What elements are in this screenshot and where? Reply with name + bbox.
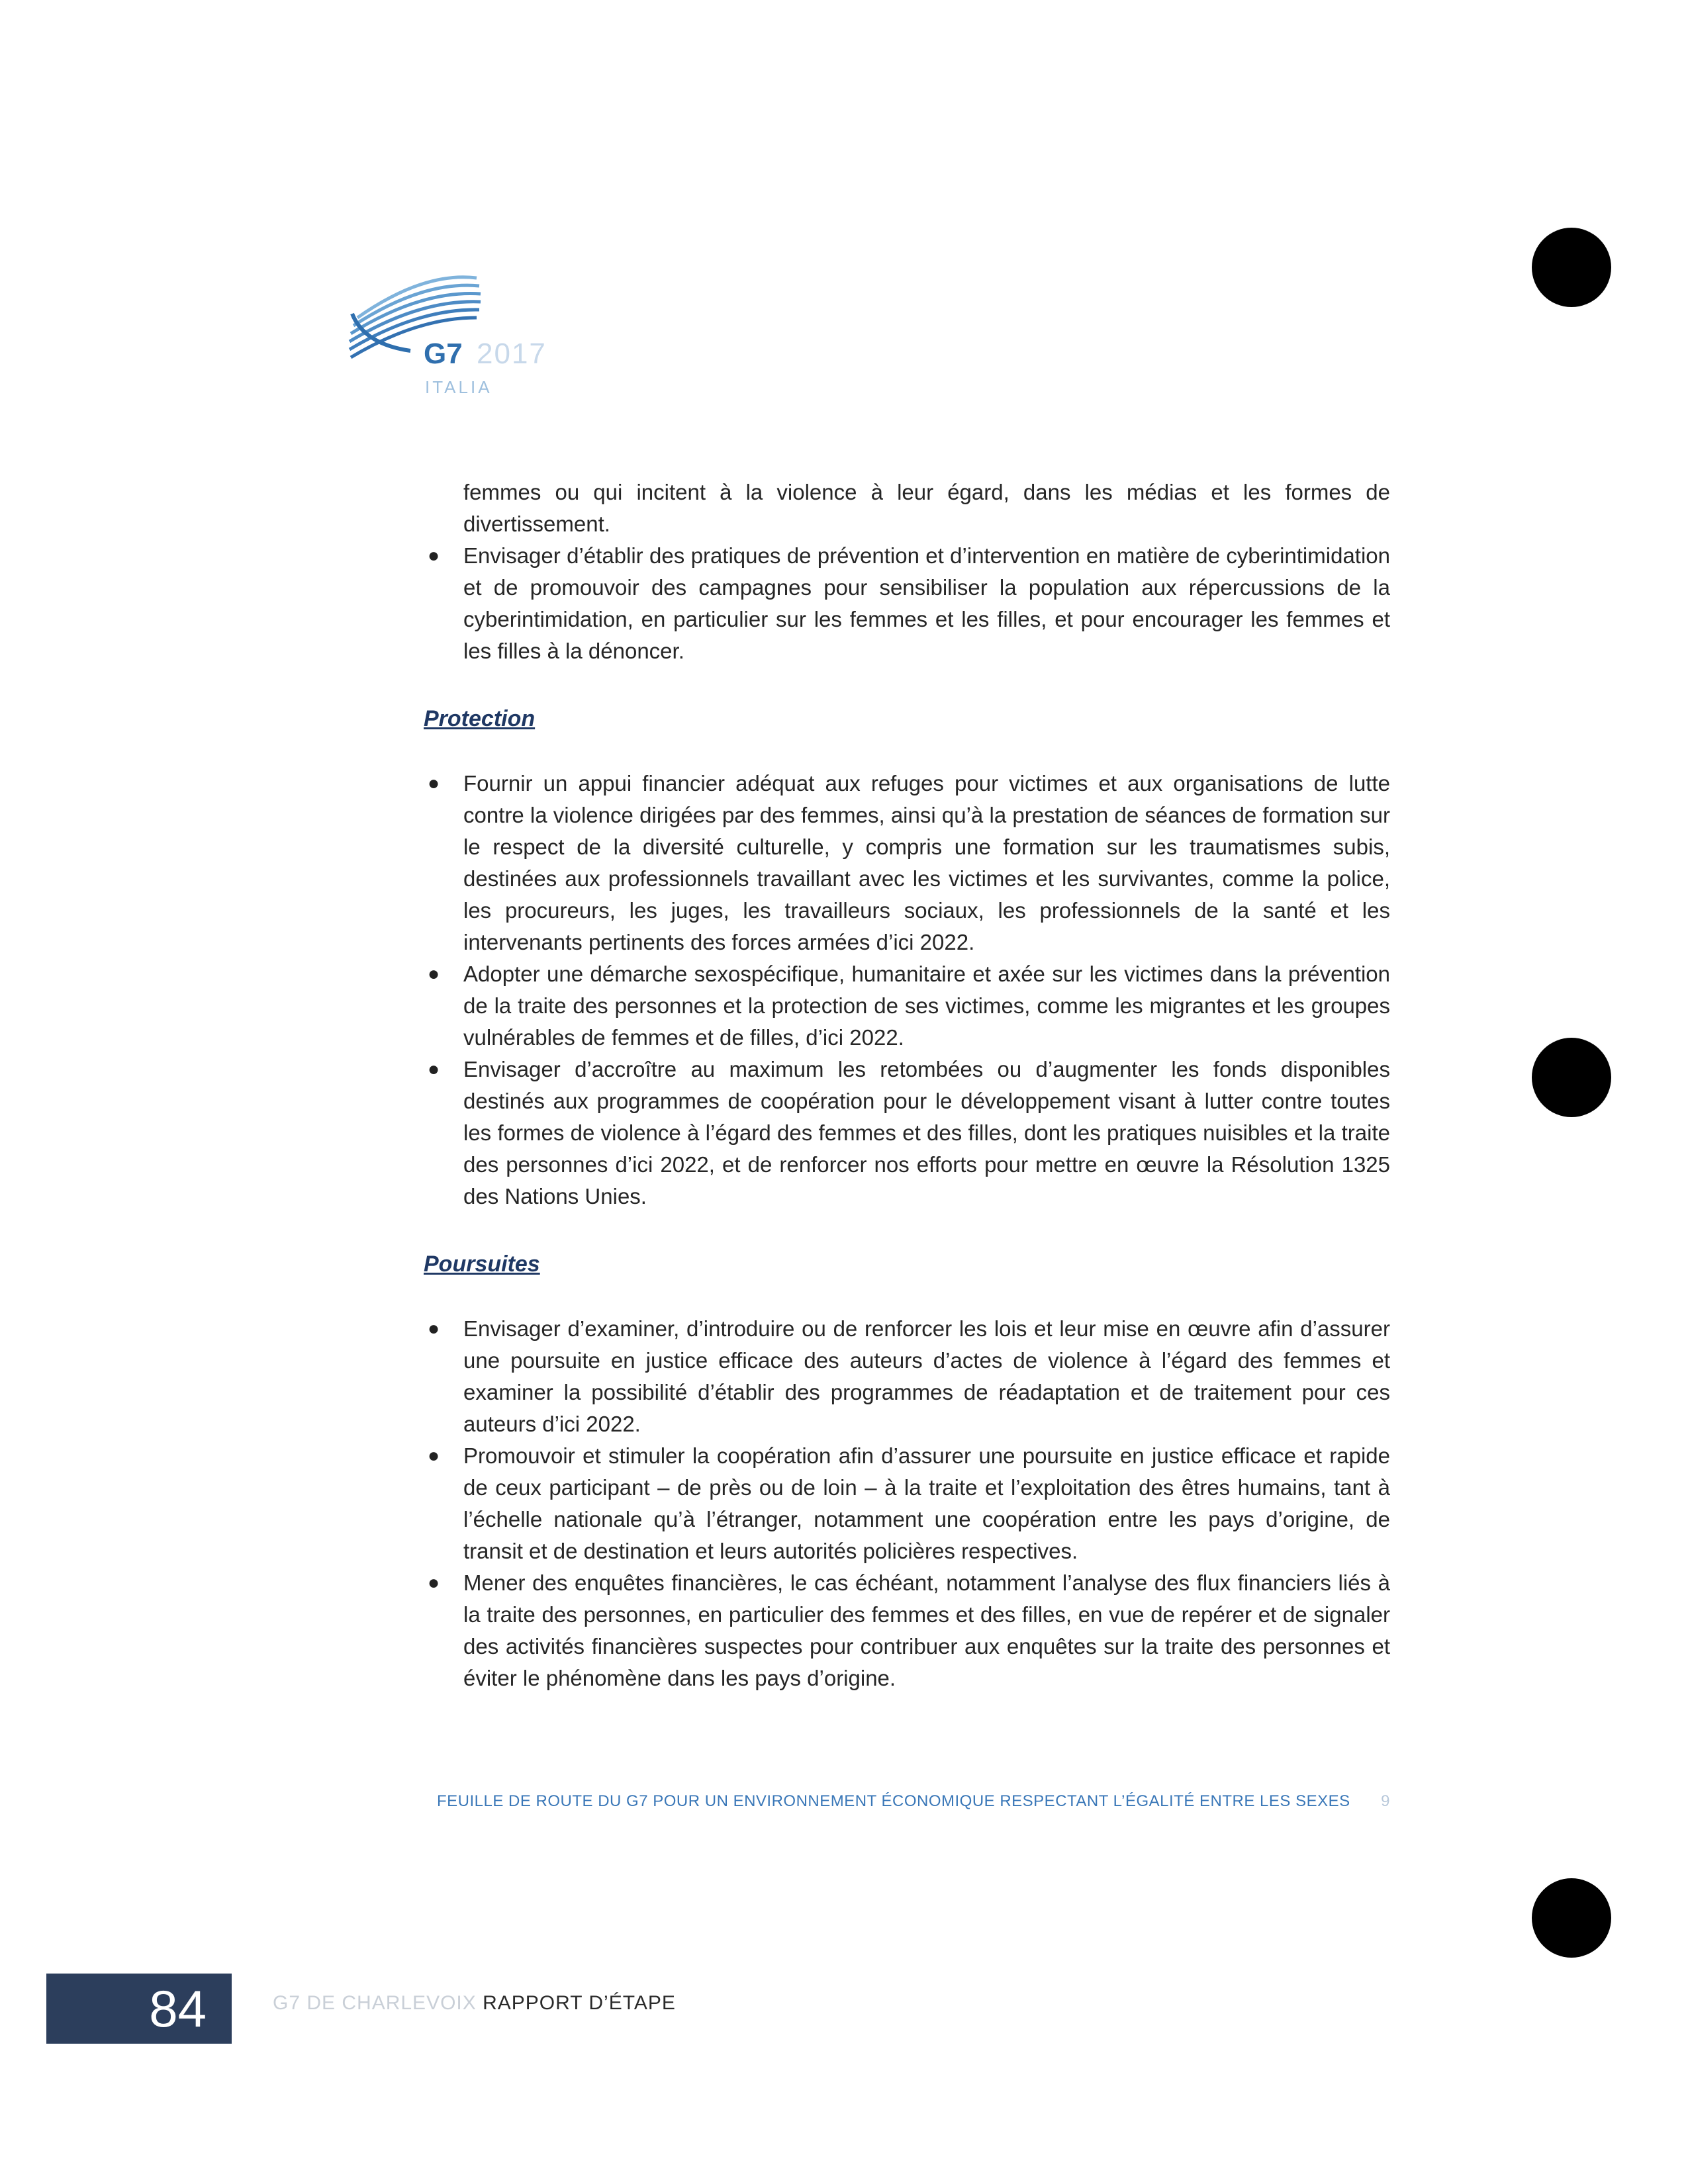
list-item xyxy=(424,540,1390,667)
list-item xyxy=(424,1567,1390,1694)
intro-bullet-list xyxy=(424,540,1390,667)
section-heading-poursuites: Poursuites xyxy=(424,1251,540,1277)
bullet-icon: ● xyxy=(428,545,440,567)
punch-hole-middle xyxy=(1532,1038,1611,1117)
list-item-text: Promouvoir et stimuler la coopération afin d’assurer une poursuite en justice efficace et rapide de ceux participant – de près ou de loin – à la traite et l’exploitation des êtres humains, tant à l’échelle nationale qu’à l’étranger, notamment une coopération entre les pays d’origine, de transit et de destination et leurs autorités policières respectives. xyxy=(463,1443,1390,1563)
document-body xyxy=(424,477,1390,1694)
page-number: 84 xyxy=(149,1979,207,2038)
continued-paragraph: femmes ou qui incitent à la violence à leur égard, dans les médias et les formes de divertissement. xyxy=(463,480,1390,536)
list-item xyxy=(424,768,1390,958)
logo-country: ITALIA xyxy=(425,377,492,397)
page-number-box xyxy=(46,1974,232,2044)
footer-title: FEUILLE DE ROUTE DU G7 POUR UN ENVIRONNEMENT ÉCONOMIQUE RESPECTANT L’ÉGALITÉ ENTRE LES SEXES xyxy=(437,1792,1350,1810)
report-label-faded: G7 DE CHARLEVOIX xyxy=(273,1992,477,2014)
list-item-text: Envisager d’établir des pratiques de prévention et d’intervention en matière de cyberintimidation et de promouvoir des campagnes pour sensibiliser la population aux répercussions de la cyberintimidation, en particulier sur les femmes et les filles, et pour encourager les femmes et les filles à la dénoncer. xyxy=(463,543,1390,663)
list-item xyxy=(424,958,1390,1054)
list-item-text: Mener des enquêtes financières, le cas échéant, notamment l’analyse des flux financiers liés à la traite des personnes, en particulier des femmes et des filles, en vue de repérer et de signaler des activités financières suspectes pour contribuer aux enquêtes sur la traite des personnes et éviter le phénomène dans les pays d’origine. xyxy=(463,1570,1390,1690)
list-item-text: Envisager d’examiner, d’introduire ou de renforcer les lois et leur mise en œuvre afin d’assurer une poursuite en justice efficace des auteurs d’actes de violence à l’égard des femmes et examiner la possibilité d’établir des programmes de réadaptation et de traitement pour ces auteurs d’ici 2022. xyxy=(463,1316,1390,1436)
inner-page-number: 9 xyxy=(1381,1792,1390,1810)
bullet-icon: ● xyxy=(428,1572,440,1594)
list-item xyxy=(424,1054,1390,1212)
punch-hole-top xyxy=(1532,228,1611,307)
report-label xyxy=(273,1992,676,2015)
list-item-text: Adopter une démarche sexospécifique, humanitaire et axée sur les victimes dans la prévention de la traite des personnes et la protection de ses victimes, comme les migrantes et les groupes vulnérables de femmes et de filles, d’ici 2022. xyxy=(463,962,1390,1050)
list-item xyxy=(424,1313,1390,1440)
bullet-icon: ● xyxy=(428,1445,440,1467)
logo-g7-text: G7 xyxy=(424,338,463,370)
report-label-dark: RAPPORT D’ÉTAPE xyxy=(483,1992,676,2014)
list-item xyxy=(424,1440,1390,1567)
bullet-icon: ● xyxy=(428,1058,440,1080)
bullet-icon: ● xyxy=(428,963,440,985)
protection-bullet-list xyxy=(424,768,1390,1212)
list-item-text: Fournir un appui financier adéquat aux refuges pour victimes et aux organisations de lutte contre la violence dirigées par des femmes, ainsi qu’à la prestation de séances de formation sur le respect de la diversité culturelle, y compris une formation sur les traumatismes subis, destinées aux professionnels travaillant avec les victimes et les survivantes, comme la police, les procureurs, les juges, les travailleurs sociaux, les professionnels de la santé et les intervenants pertinents des forces armées d’ici 2022. xyxy=(463,771,1390,954)
g7-italia-logo xyxy=(344,271,556,404)
punch-hole-bottom xyxy=(1532,1878,1611,1958)
section-heading-protection: Protection xyxy=(424,706,536,731)
bullet-icon: ● xyxy=(428,772,440,794)
bullet-icon: ● xyxy=(428,1318,440,1340)
list-item-text: Envisager d’accroître au maximum les retombées ou d’augmenter les fonds disponibles destinés aux programmes de coopération pour le développement visant à lutter contre toutes les formes de violence à l’égard des femmes et des filles, dont les pratiques nuisibles et la traite des personnes d’ici 2022, et de renforcer nos efforts pour mettre en œuvre la Résolution 1325 des Nations Unies. xyxy=(463,1057,1390,1208)
logo-year: 2017 xyxy=(477,338,547,370)
poursuites-bullet-list xyxy=(424,1313,1390,1694)
